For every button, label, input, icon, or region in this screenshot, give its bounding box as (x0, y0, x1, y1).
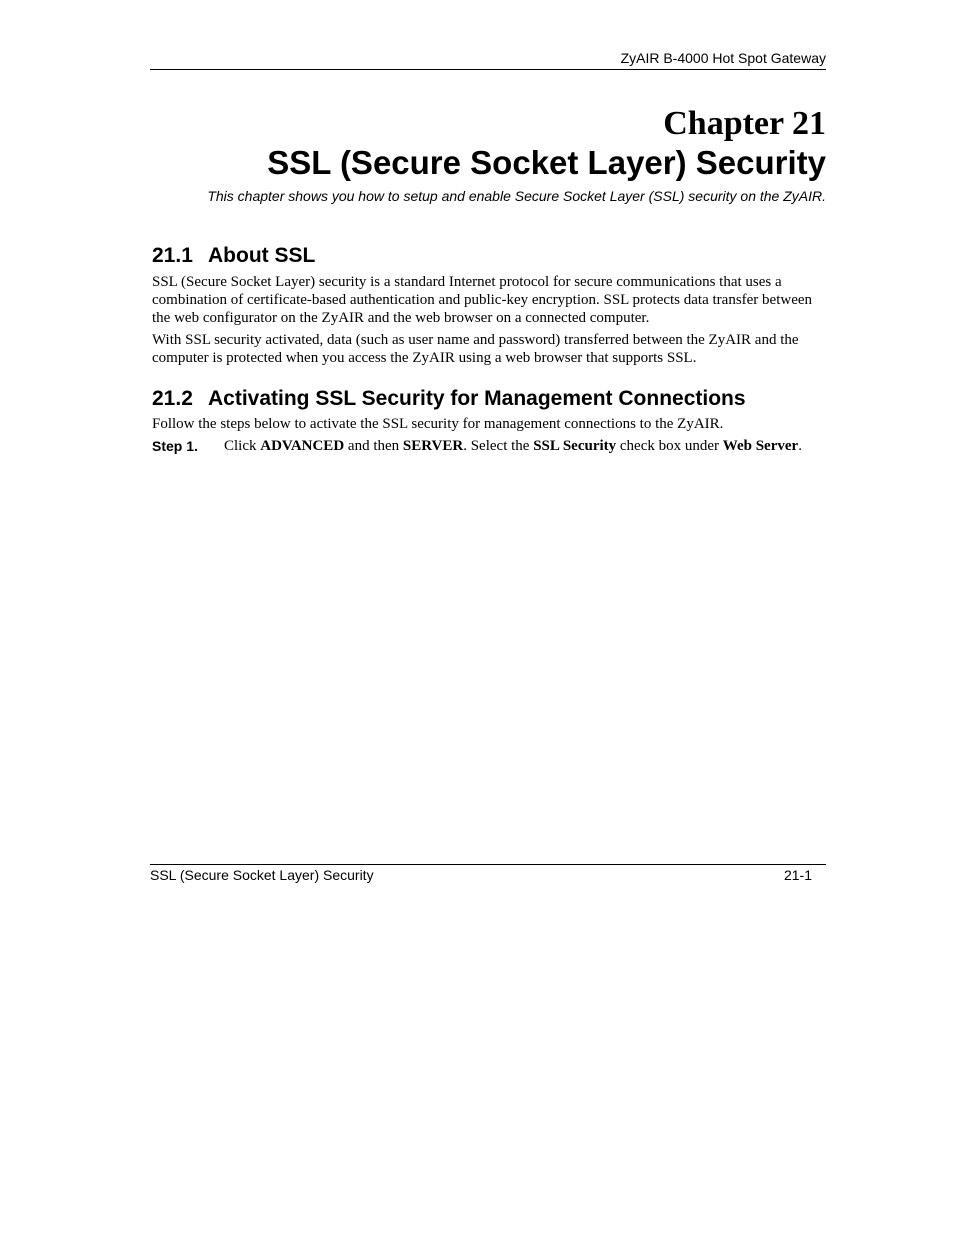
step-text: . (798, 438, 802, 454)
advanced-menu-ref: ADVANCED (260, 438, 345, 454)
server-menu-ref: SERVER (402, 438, 464, 454)
page-footer (150, 864, 826, 887)
step-label: Step 1. (152, 438, 198, 454)
web-server-ref: Web Server (722, 438, 799, 454)
footer-page-number: 21-1 (783, 867, 812, 883)
chapter-label: Chapter 21 (663, 105, 826, 142)
paragraph-activating-ssl: Follow the steps below to activate the SSL security for management connections to the ZyAIR. (152, 416, 724, 432)
step-text: . Select the (463, 438, 534, 454)
section-number: 21.2 (152, 387, 193, 410)
chapter-intro: This chapter shows you how to setup and enable Secure Socket Layer (SSL) security on the ZyAIR. (207, 188, 826, 204)
section-heading-about-ssl (152, 243, 315, 269)
step-instruction (224, 437, 804, 455)
section-number: 21.1 (152, 244, 193, 267)
section-title: Activating SSL Security for Management Connections (208, 387, 746, 410)
chapter-title: SSL (Secure Socket Layer) Security (267, 144, 826, 181)
ssl-security-ref: SSL Security (533, 438, 617, 454)
paragraph-about-ssl-2: With SSL security activated, data (such as user name and password) transferred between the ZyAIR and the computer is protected when you access the ZyAIR using a web browser that supports SSL. (152, 332, 799, 366)
step-text: and then (344, 438, 403, 454)
section-heading-activating-ssl (152, 386, 746, 412)
section-title: About SSL (208, 244, 316, 267)
footer-chapter-title: SSL (Secure Socket Layer) Security (150, 867, 374, 883)
step-text: Click (224, 438, 261, 454)
step-text: check box under (616, 438, 723, 454)
header-product-name: ZyAIR B-4000 Hot Spot Gateway (620, 50, 826, 66)
page-header (150, 48, 826, 70)
paragraph-about-ssl-1: SSL (Secure Socket Layer) security is a standard Internet protocol for secure communications that uses a combination of certificate-based authentication and public-key encryption. SSL protects data transfer between the web configurator on the ZyAIR and the web browser on a connected computer. (152, 274, 813, 326)
